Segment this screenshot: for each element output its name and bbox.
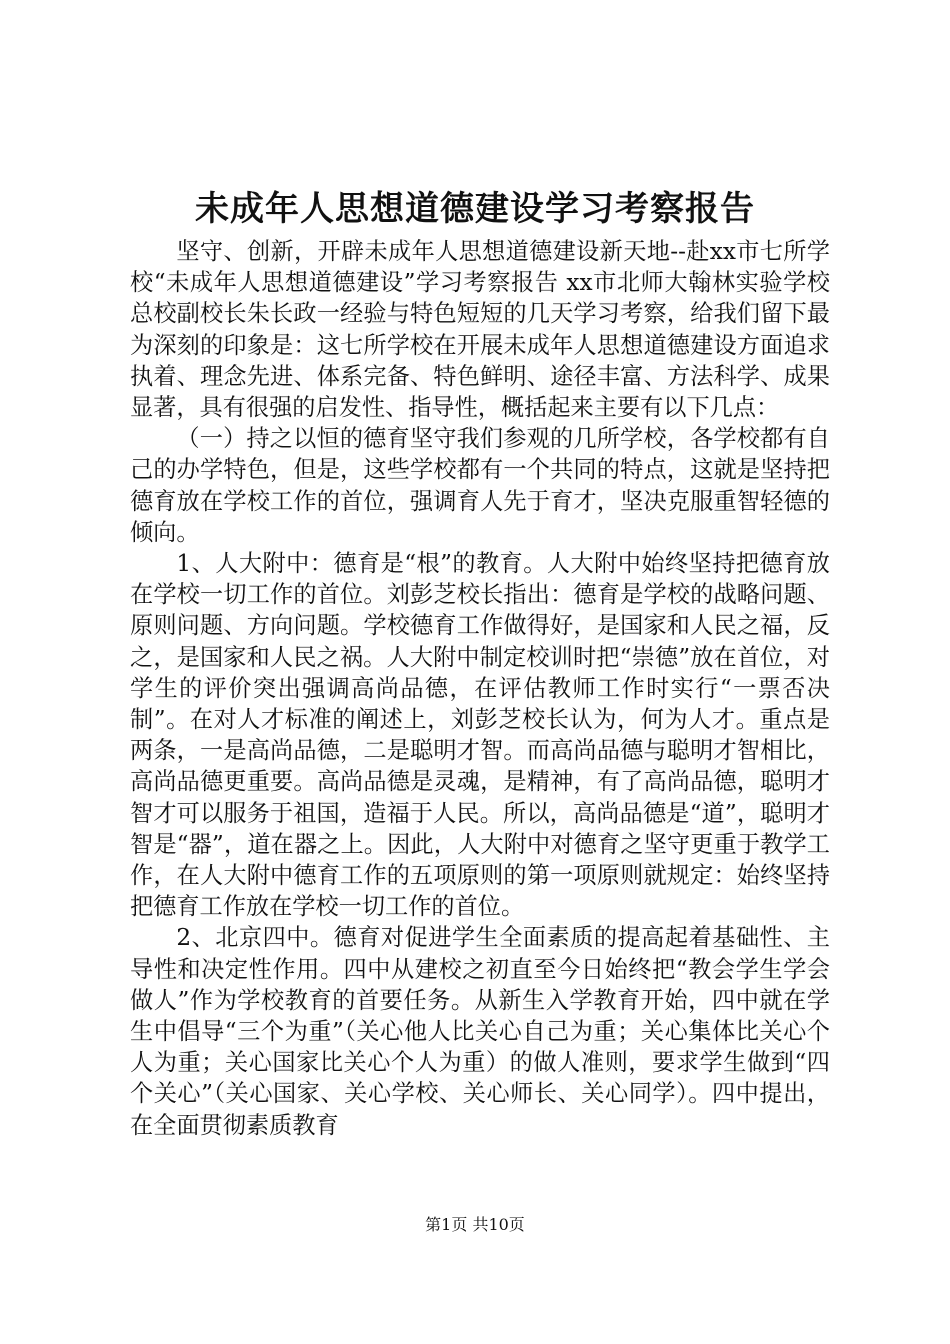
document-title: 未成年人思想道德建设学习考察报告 xyxy=(195,189,755,229)
page-number: 第1页 共10页 xyxy=(425,1215,525,1234)
paragraph-beijing-sizhong: 2、北京四中。德育对促进学生全面素质的提高起着基础性、主导性和决定性作用。四中从建校之初直至今日始终把“教会学生学会做人”作为学校教育的首要任务。从新生入学教育开始，四中就在学生中倡导“三个为重”（关心他人比关心自己为重；关心集体比关心个人为重；关心国家比关心个人为重）的做人准则，要求学生做到“四个关心”（关心国家、关心学校、关心师长、关心同学）。四中提出，在全面贯彻素质教育 xyxy=(130,924,830,1139)
document-body xyxy=(130,236,830,1141)
paragraph-intro: 坚守、创新，开辟未成年人思想道德建设新天地--赴xx市七所学校“未成年人思想道德建设”学习考察报告 xx市北师大翰林实验学校总校副校长朱长政一经验与特色短短的几天学习考察，给我们留下最为深刻的印象是：这七所学校在开展未成年人思想道德建设方面追求执着、理念先进、体系完备、特色鲜明、途径丰富、方法科学、成果显著，具有很强的启发性、指导性，概括起来主要有以下几点： xyxy=(130,238,830,422)
paragraph-renda-fuzhong: 1、人大附中：德育是“根”的教育。人大附中始终坚持把德育放在学校一切工作的首位。刘彭芝校长指出：德育是学校的战略问题、原则问题、方向问题。学校德育工作做得好，是国家和人民之福，反之，是国家和人民之祸。人大附中制定校训时把“崇德”放在首位，对学生的评价突出强调高尚品德，在评估教师工作时实行“一票否决制”。在对人才标准的阐述上，刘彭芝校长认为，何为人才。重点是两条，一是高尚品德，二是聪明才智。而高尚品德与聪明才智相比，高尚品德更重要。高尚品德是灵魂，是精神，有了高尚品德，聪明才智才可以服务于祖国，造福于人民。所以，高尚品德是“道”，聪明才智是“器”，道在器之上。因此，人大附中对德育之坚守更重于教学工作，在人大附中德育工作的五项原则的第一项原则就规定：始终坚持把德育工作放在学校一切工作的首位。 xyxy=(130,550,830,921)
paragraph-section-1: （一）持之以恒的德育坚守我们参观的几所学校，各学校都有自己的办学特色，但是，这些学校都有一个共同的特点，这就是坚持把德育放在学校工作的首位，强调育人先于育才，坚决克服重智轻德的倾向。 xyxy=(130,425,830,546)
